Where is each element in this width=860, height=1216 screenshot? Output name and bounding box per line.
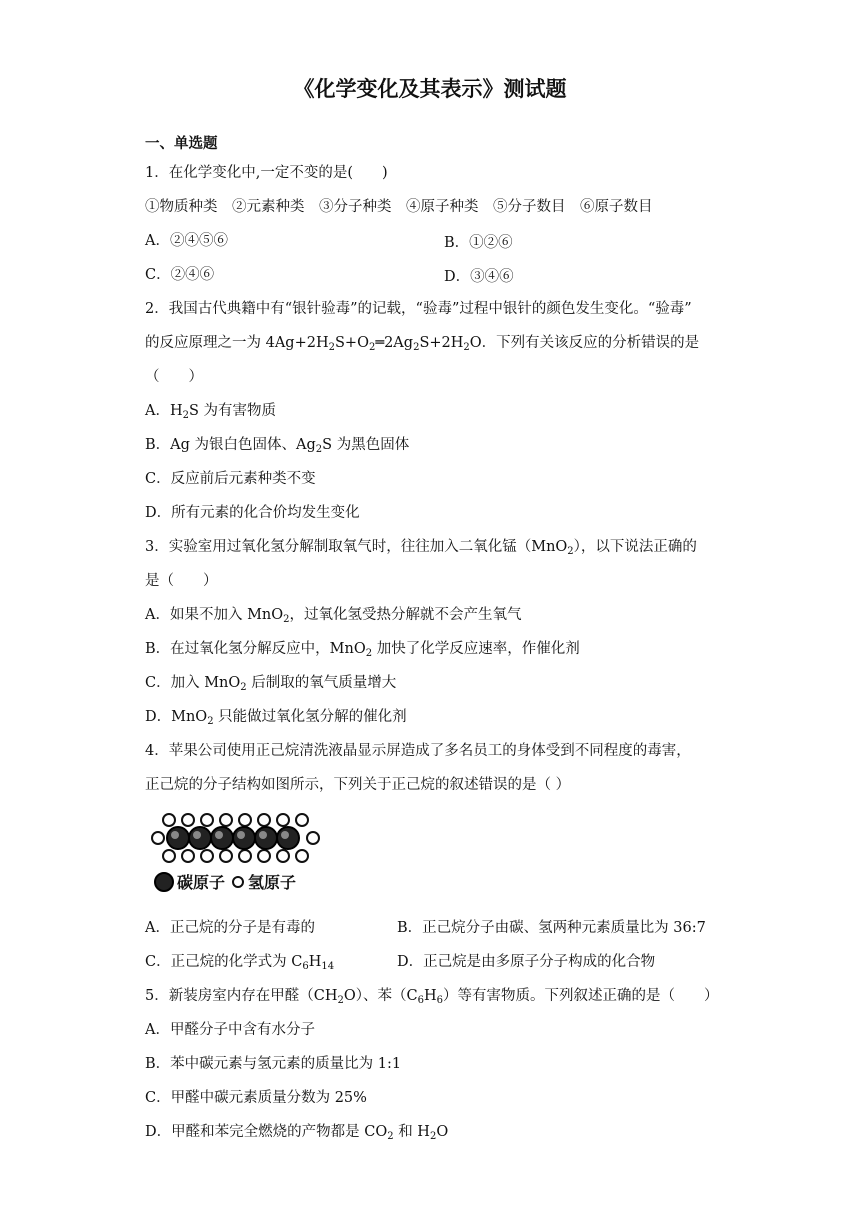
page-title: 《化学变化及其表示》测试题 [293, 77, 567, 101]
q2-option-a: A．$H_2S$ 为有害物质 [145, 403, 277, 421]
q4-option-b: B．正己烷分子由碳、氢两种元素质量比为 36:7 [397, 920, 706, 936]
hydrogen-legend-icon [233, 877, 243, 887]
q1-option-d: D．③④⑥ [444, 269, 514, 285]
q3-stem-line1: 3．实验室用过氧化氢分解制取氧气时，往往加入二氧化锰（MnO$_2$），以下说法正确的 [145, 539, 697, 557]
carbon-legend-label: 碳原子 [177, 873, 226, 892]
hexane-molecule-figure [150, 808, 330, 898]
q5-option-a: A．甲醛分子中含有水分子 [145, 1022, 315, 1038]
q3-option-d: D．MnO$_2$ 只能做过氧化氢分解的催化剂 [145, 709, 407, 727]
q5-option-d: D．甲醛和苯完全燃烧的产物都是 $CO_2$ 和 $H_2O$ [145, 1124, 449, 1142]
q3-option-b: B．在过氧化氢分解反应中，MnO$_2$ 加快了化学反应速率，作催化剂 [145, 641, 580, 659]
q3-option-c: C．加入 MnO$_2$ 后制取的氧气质量增大 [145, 675, 397, 693]
q4-option-a: A．正己烷的分子是有毒的 [145, 920, 315, 936]
q1-option-a: A．②④⑤⑥ [145, 233, 228, 249]
q1-stem: 1．在化学变化中,一定不变的是( ) [145, 165, 388, 181]
q3-stem-line2: 是（ ） [145, 573, 218, 589]
hydrogen-atoms-top [163, 814, 308, 826]
q2-stem-line2: 的反应原理之一为 $4Ag+2H_2S+O_2═2Ag_2S+2H_2O$．下列有关该反应的分析错误的是 [145, 335, 700, 353]
q5-stem: 5．新装房室内存在甲醛$(CH_2O)$、苯$(C_6H_6)$等有害物质。下列叙述正确的是（ ） [145, 988, 719, 1006]
q4-stem-line2: 正己烷的分子结构如图所示，下列关于正己烷的叙述错误的是（ ） [145, 777, 571, 793]
q2-option-c: C．反应前后元素种类不变 [145, 471, 316, 487]
q2-stem-line1: 2．我国古代典籍中有“银针验毒”的记载，“验毒”过程中银针的颜色发生变化。“验毒” [145, 301, 692, 317]
carbon-legend-icon [155, 873, 173, 891]
section-heading: 一、单选题 [145, 136, 218, 152]
q1-items: ①物质种类 ②元素种类 ③分子种类 ④原子种类 ⑤分子数目 ⑥原子数目 [145, 199, 653, 215]
q4-option-d: D．正己烷是由多原子分子构成的化合物 [397, 954, 656, 970]
q2-option-b: B．Ag 为银白色固体、$Ag_2S$ 为黑色固体 [145, 437, 410, 455]
q5-option-c: C．甲醛中碳元素质量分数为 25% [145, 1090, 367, 1106]
q4-stem-line1: 4．苹果公司使用正己烷清洗液晶显示屏造成了多名员工的身体受到不同程度的毒害， [145, 743, 691, 759]
hydrogen-legend-label: 氢原子 [248, 873, 297, 892]
q5-option-b: B．苯中碳元素与氢元素的质量比为 1:1 [145, 1056, 402, 1072]
q3-option-a: A．如果不加入 MnO$_2$，过氧化氢受热分解就不会产生氧气 [145, 607, 522, 625]
q1-option-b: B．①②⑥ [444, 235, 513, 251]
hydrogen-atoms-bottom [163, 850, 308, 862]
q2-stem-line3: （ ） [145, 369, 203, 385]
q2-option-d: D．所有元素的化合价均发生变化 [145, 505, 360, 521]
q1-option-c: C．②④⑥ [145, 267, 215, 283]
carbon-atoms [167, 827, 299, 849]
q4-option-c: C．正己烷的化学式为 $C_6H_{14}$ [145, 954, 335, 972]
